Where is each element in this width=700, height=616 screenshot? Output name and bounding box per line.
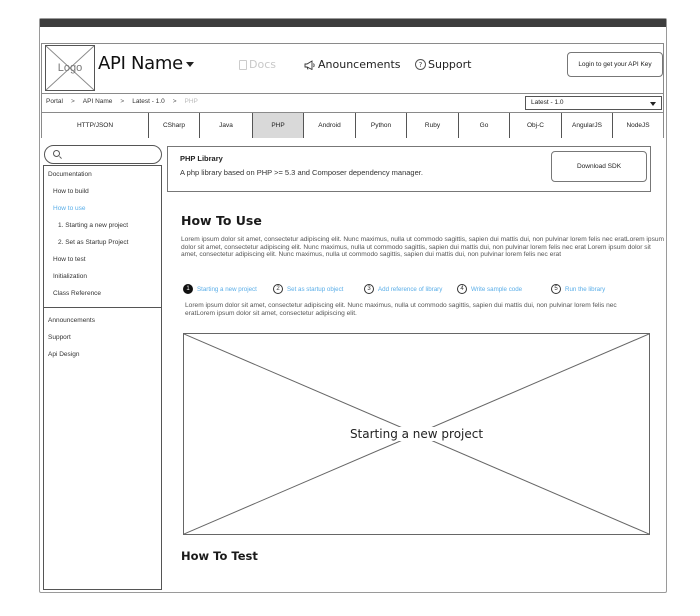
how-to-use-paragraph: Lorem ipsum dolor sit amet, consectetur adipiscing elit. Nunc maximus, nulla ut commodo sagittis, sapien dui mattis dui, non pulvinar lorem felis nec eratLorem ipsum dolor sit amet, consectetur adipiscing elit. Nunc maximus, nulla ut commodo sagittis, sapien dui mattis dui, non pulvinar lorem felis nec erat Lorem ipsum dolor sit amet, consectetur adipiscing elit. Nunc maximus, nulla ut commodo sagittis, sapien dui mattis dui, non pulvinar lorem felis nec erat (181, 236, 665, 259)
sidebar-item-how-to-test[interactable]: How to test (53, 256, 86, 263)
step-paragraph: Lorem ipsum dolor sit amet, consectetur adipiscing elit. Nunc maximus, nulla ut commodo sagittis, sapien dui mattis dui, non pulvinar lorem felis nec eratLorem ipsum dolor sit amet, consectetur adipiscing elit. (185, 302, 617, 317)
language-tabs (41, 112, 664, 138)
caret-down-icon (186, 62, 194, 67)
sidebar-item-support[interactable]: Support (48, 334, 71, 341)
tab-python[interactable]: Python (356, 113, 407, 138)
nav-support-label: Support (428, 58, 472, 71)
browser-frame (39, 18, 667, 593)
tab-android[interactable]: Android (304, 113, 356, 138)
step-number-icon: 3 (364, 284, 374, 294)
megaphone-icon (304, 60, 316, 70)
step-label: Starting a new project (197, 285, 257, 293)
sidebar-item-documentation[interactable]: Documentation (48, 171, 92, 178)
library-description: A php library based on PHP >= 5.3 and Composer dependency manager. (180, 168, 423, 177)
breadcrumb-separator: > (70, 98, 75, 105)
nav-docs[interactable] (239, 58, 276, 71)
sidebar-item-how-to-build[interactable]: How to build (53, 188, 89, 195)
logo-text: Logo (57, 62, 83, 74)
sidebar-item-how-to-use[interactable]: How to use (53, 205, 86, 212)
sidebar-nav (43, 165, 162, 590)
search-box[interactable] (44, 145, 162, 164)
nav-announcements[interactable] (304, 58, 400, 71)
tab-ruby[interactable]: Ruby (407, 113, 459, 138)
caret-down-icon (650, 102, 656, 106)
window-top-bar (40, 19, 666, 27)
breadcrumb-row (41, 94, 664, 112)
download-sdk-button[interactable]: Download SDK (551, 151, 647, 182)
breadcrumb-portal[interactable]: Portal (46, 98, 63, 105)
steps-nav (183, 284, 653, 296)
screenshot-placeholder (183, 333, 650, 535)
breadcrumb-current: PHP (184, 98, 198, 105)
version-select[interactable] (525, 96, 662, 110)
document-icon (239, 60, 247, 70)
step-number-icon: 1 (183, 284, 193, 294)
tab-nodejs[interactable]: NodeJS (626, 122, 650, 129)
tab-http-json[interactable]: HTTP/JSON (42, 113, 149, 138)
help-circle-icon: ? (415, 59, 426, 70)
api-name-dropdown[interactable] (98, 53, 194, 74)
breadcrumb-api-name[interactable]: API Name (82, 98, 113, 105)
search-icon (53, 150, 60, 157)
library-info-panel (167, 146, 651, 192)
step-2[interactable] (273, 284, 343, 294)
sidebar-item-announcements[interactable]: Announcements (48, 317, 95, 324)
image-caption (184, 427, 649, 441)
sidebar-divider (44, 307, 161, 308)
library-title: PHP Library (180, 154, 223, 163)
breadcrumb (46, 98, 198, 105)
breadcrumb-version[interactable]: Latest - 1.0 (132, 98, 165, 105)
nav-docs-label: Docs (249, 58, 276, 71)
api-name-label: API Name (98, 53, 183, 74)
step-4[interactable] (457, 284, 522, 294)
tab-csharp[interactable]: CSharp (149, 113, 200, 138)
step-label: Write sample code (471, 285, 523, 293)
breadcrumb-separator: > (172, 98, 177, 105)
step-number-icon: 5 (551, 284, 561, 294)
sidebar-item-set-startup-project[interactable]: 2. Set as Startup Project (58, 239, 129, 246)
site-header (41, 43, 664, 94)
step-label: Add reference of library (378, 285, 443, 293)
step-number-icon: 2 (273, 284, 283, 294)
tab-go[interactable]: Go (459, 113, 510, 138)
image-caption-text: Starting a new project (346, 427, 487, 441)
sidebar-item-class-reference[interactable]: Class Reference (53, 290, 102, 297)
sidebar-item-api-design[interactable]: Api Design (48, 351, 80, 358)
login-button[interactable]: Login to get your API Key (567, 52, 663, 77)
step-5[interactable] (551, 284, 605, 294)
nav-announcements-label: Anouncements (318, 58, 401, 71)
breadcrumb-separator: > (120, 98, 125, 105)
sidebar-item-initialization[interactable]: Initialization (53, 273, 87, 280)
search-input[interactable] (63, 148, 158, 161)
section-heading-how-to-use: How To Use (181, 213, 262, 228)
tab-php[interactable]: PHP (253, 113, 304, 138)
section-heading-how-to-test: How To Test (181, 549, 258, 563)
logo-placeholder[interactable] (45, 45, 95, 91)
step-label: Set as startup object (287, 285, 344, 293)
nav-support[interactable] (415, 58, 471, 71)
tab-obj-c[interactable]: Obj-C (510, 113, 562, 138)
version-select-value: Latest - 1.0 (531, 99, 564, 106)
step-label: Run the library (565, 285, 606, 293)
tab-angularjs[interactable]: AngularJS (562, 113, 613, 138)
step-number-icon: 4 (457, 284, 467, 294)
step-3[interactable] (364, 284, 442, 294)
sidebar-item-starting-new-project[interactable]: 1. Starting a new project (58, 222, 129, 229)
step-1[interactable] (183, 284, 257, 294)
tab-java[interactable]: Java (200, 113, 253, 138)
